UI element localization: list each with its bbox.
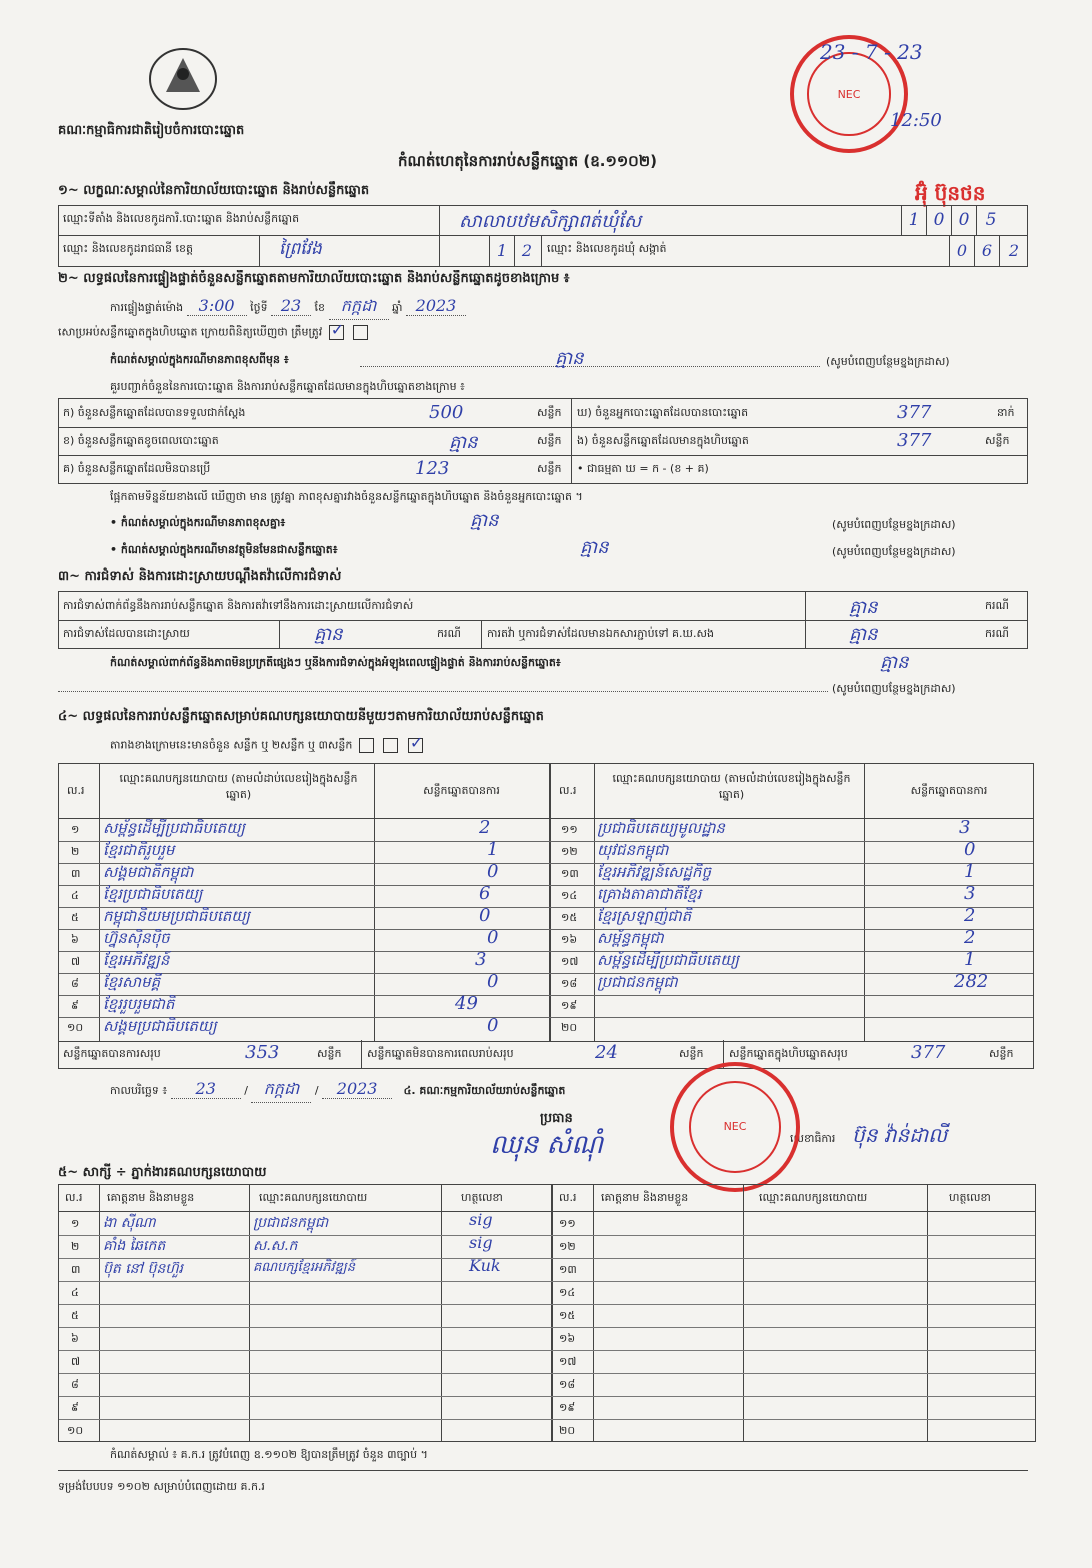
party-votes: 2 (479, 817, 491, 838)
section3-note-value: គ្មាន (880, 652, 909, 673)
count-d-value: 377 (897, 402, 932, 423)
form-title: កំណត់ហេតុនៃការរាប់សន្លឹកឆ្នោត (ឧ.១១០២) (398, 152, 658, 170)
witness-row (59, 1419, 1035, 1441)
witness-name: ប៊ុត នៅ ប៊ុនហ៊ួរ (103, 1261, 183, 1277)
commune-code-digit: 6 (974, 235, 999, 266)
result-row (59, 929, 1033, 952)
witness-row (59, 1281, 1035, 1305)
verify-line2 (58, 320, 371, 342)
count-b-label: ខ) ចំនួនសន្លឹកឆ្នោតខូចពេលបោះឆ្នោត (63, 434, 219, 447)
party-name: ខ្មែរជាតិរួបរួម (103, 841, 175, 859)
section4-title: ៤~ លទ្ធផលនៃការរាប់សន្លឹកឆ្នោតសម្រាប់គណបក្សនយោបាយនីមួយៗតាមការិយាល័យរាប់សន្លឹកឆ្នោត (58, 709, 544, 724)
one-sheet-checkbox[interactable] (359, 738, 374, 753)
party-votes: 0 (487, 1015, 499, 1036)
row-no: ២០ (561, 1021, 578, 1034)
province-code (489, 235, 539, 266)
row-no: ១៦ (561, 933, 578, 946)
committee-name: គណៈកម្មាធិការជាតិរៀបចំការបោះឆ្នោត (58, 123, 245, 138)
count-c-value: 123 (415, 458, 450, 479)
objection-label: ការជំទាស់ពាក់ព័ន្ធនឹងការរាប់សន្លឹកឆ្នោត និងការតវ៉ាទៅនឹងការដោះស្រាយលើការជំទាស់ (63, 599, 414, 612)
province-code-digit: 1 (489, 235, 514, 266)
party-name: ខ្មែរប្រជាធិបតេយ្យ (103, 885, 203, 903)
commune-code-digit: 2 (999, 235, 1028, 266)
row-no: ១២ (559, 1240, 576, 1253)
official-stamp-bottom: NEC (670, 1062, 800, 1192)
count-c-unit: សន្លឹក (537, 462, 562, 475)
col-party-left: ឈ្មោះគណបក្សនយោបាយ (តាមលំដាប់លេខរៀងក្នុងសន្លឹកឆ្នោត) (119, 772, 358, 801)
note2-value: គ្មាន (470, 510, 499, 531)
row-no: ១៩ (561, 999, 578, 1012)
total-box-label: សន្លឹកឆ្នោតក្នុងហិបឆ្នោតសរុប (729, 1047, 848, 1060)
party-votes: 49 (455, 993, 478, 1014)
footer-note: កំណត់សម្គាល់ ៖ គ.ក.រ ត្រូវបំពេញ ឧ.១១០២ ឱ្យបានត្រឹមត្រូវ ចំនួន ៣ច្បាប់ ។ (110, 1448, 428, 1461)
note2-label: • កំណត់សម្គាល់ក្នុងករណីមានភាពខុសគ្នា៖ (110, 516, 286, 529)
party-votes: 1 (487, 839, 499, 860)
witness-signature: sig (469, 1210, 493, 1229)
party-name: ប្រជាជនកម្ពុជា (597, 973, 678, 991)
total-valid-label: សន្លឹកឆ្នោតបានការសរុប (63, 1047, 161, 1060)
party-votes: 2 (964, 927, 976, 948)
commune-label: ឈ្មោះ និងលេខកូដឃុំ សង្កាត់ (547, 242, 667, 255)
party-votes: 0 (487, 971, 499, 992)
count-a-unit: សន្លឹក (537, 406, 562, 419)
col-votes-left: សន្លឹកឆ្នោតបានការ (423, 784, 500, 797)
witness-row (59, 1373, 1035, 1397)
count-e-unit: សន្លឹក (985, 434, 1010, 447)
row-no: ១ (71, 1217, 80, 1230)
result-row (59, 973, 1033, 996)
note1-line (360, 365, 820, 367)
party-name: កម្ពុជានិយមប្រជាធិបតេយ្យ (103, 907, 250, 925)
section1-box (58, 205, 1028, 267)
compare-text: ផ្អែកតាមទិន្នន័យខាងលើ ឃើញថា មាន ត្រូវគ្នា ភាពខុសគ្នារវាងចំនួនសន្លឹកឆ្នោតក្នុងហិបឆ្នោត និងចំនួនអ្នកបោះឆ្នោត ។ (110, 490, 583, 503)
count-b-unit: សន្លឹក (537, 434, 562, 447)
row-no: ៦ (71, 1332, 79, 1345)
witness-row (59, 1235, 1035, 1259)
row-no: ១៦ (559, 1332, 576, 1345)
date-year: 2023 (322, 1079, 392, 1099)
party-votes: 1 (964, 949, 976, 970)
w-col-name-right: គោត្តនាម និងនាមខ្លួន (601, 1191, 689, 1204)
row-no: ៣ (71, 1263, 81, 1276)
result-row (59, 951, 1033, 974)
sheet-count-line (110, 733, 426, 755)
party-name: សង្គមប្រជាធិបតេយ្យ (103, 1017, 217, 1035)
row-no: ១២ (561, 845, 578, 858)
verify-time: 3:00 (187, 296, 247, 316)
verify-year: 2023 (406, 296, 466, 316)
note1-label: កំណត់សម្គាល់ក្នុងករណីមានភាពខុសពីមុន ៖ (110, 353, 289, 366)
count-d-label: ឃ) ចំនួនអ្នកបោះឆ្នោតដែលបានបោះឆ្នោត (577, 406, 749, 419)
counts-box (58, 398, 1028, 484)
w-col-no-right: ល.រ (559, 1191, 577, 1204)
total-invalid-unit: សន្លឹក (679, 1047, 704, 1060)
appeal-unit: ករណី (985, 627, 1009, 640)
commune-code-digit: 0 (949, 235, 974, 266)
party-votes: 0 (964, 839, 976, 860)
total-box-unit: សន្លឹក (989, 1047, 1014, 1060)
result-row (59, 995, 1033, 1018)
row-no: ១៧ (559, 1355, 577, 1368)
row-no: ១៧ (561, 955, 579, 968)
location-code-digit: 0 (951, 206, 976, 235)
date-day: 23 (171, 1079, 241, 1099)
witness-signature: sig (469, 1233, 493, 1252)
party-votes: 6 (479, 883, 491, 904)
total-valid: 353 (245, 1042, 280, 1063)
note1-value: គ្មាន (555, 348, 584, 369)
result-row (59, 907, 1033, 930)
date-month: កក្កដា (251, 1078, 311, 1103)
row-no: ៨ (71, 977, 79, 990)
count-a-value: 500 (429, 402, 464, 423)
party-votes: 0 (487, 861, 499, 882)
appeal-value: គ្មាន (849, 624, 878, 645)
party-name: សង្គមជាតិកម្ពុជា (103, 863, 194, 881)
row-no: ១១ (561, 823, 578, 836)
row-no: ១០ (67, 1021, 84, 1034)
committee-label: ៤. គណៈកម្មការិយាល័យរាប់សន្លឹកឆ្នោត (403, 1084, 566, 1097)
row-no: ៥ (71, 911, 79, 924)
party-votes: 2 (964, 905, 976, 926)
party-votes: 1 (964, 861, 976, 882)
row-no: ៨ (71, 1378, 79, 1391)
w-col-party-right: ឈ្មោះគណបក្សនយោបាយ (759, 1191, 868, 1204)
witness-row (59, 1304, 1035, 1328)
col-no-right: ល.រ (559, 784, 577, 797)
witness-row (59, 1350, 1035, 1374)
date-line: កាលបរិច្ឆេទ ៖ 23 / កក្កដា / 2023 ៤. គណៈកម្មការិយាល័យរាប់សន្លឹកឆ្នោត (110, 1078, 565, 1103)
count-e-value: 377 (897, 430, 932, 451)
received-date: 23 - 7 - 23 (820, 40, 923, 64)
section1-title: ១~ លក្ខណៈសម្គាល់នៃការិយាល័យបោះឆ្នោត និងរាប់សន្លឹកឆ្នោត (58, 183, 370, 198)
correct-checkbox[interactable]: ✓ (330, 320, 345, 339)
location-label: ឈ្មោះទីតាំង និងលេខកូដការិ.បោះឆ្នោត និងរាប់សន្លឹកឆ្នោត (63, 212, 300, 225)
three-sheet-checkbox[interactable]: ✓ (409, 733, 424, 752)
row-no: ១ (71, 823, 80, 836)
party-votes: 0 (487, 927, 499, 948)
incorrect-checkbox[interactable] (353, 325, 368, 340)
row-no: ២ (71, 1240, 80, 1253)
row-no: ១៤ (559, 1286, 576, 1299)
witness-party: គណបក្សខ្មែរអភិវឌ្ឍន៍ (253, 1260, 356, 1275)
row-no: ៣ (71, 867, 81, 880)
party-votes: 3 (959, 817, 971, 838)
row-no: ១៣ (561, 867, 579, 880)
witness-party: ស.ស.ក (253, 1238, 298, 1254)
witness-signature: Kuk (469, 1256, 501, 1275)
party-votes: 0 (479, 905, 491, 926)
row-no: ១៣ (559, 1263, 577, 1276)
note1-hint: (សូមបំពេញបន្ថែមខ្នងក្រដាស) (826, 355, 950, 368)
row-no: ៤ (71, 1286, 79, 1299)
row-no: ៩ (71, 999, 79, 1012)
row-no: ១០ (67, 1424, 84, 1437)
w-col-party-left: ឈ្មោះគណបក្សនយោបាយ (259, 1191, 368, 1204)
row-no: ១៩ (559, 1401, 576, 1414)
location-code-digit: 5 (976, 206, 1005, 235)
two-sheet-checkbox[interactable] (383, 738, 398, 753)
party-name: គ្រោងតាគាជាតិខ្មែរ (597, 885, 702, 903)
formula: • ជាធម្មតា ឃ = ក - (ខ + គ) (577, 462, 709, 475)
count-e-label: ង) ចំនួនសន្លឹកឆ្នោតដែលមានក្នុងហិបឆ្នោត (577, 434, 749, 447)
col-party-right: ឈ្មោះគណបក្សនយោបាយ (តាមលំដាប់លេខរៀងក្នុងសន្លឹកឆ្នោត) (612, 772, 851, 801)
party-name: ខ្មែរអភិវឌ្ឍន៍ (103, 951, 170, 969)
footer-divider (58, 1470, 1028, 1471)
party-name: ខ្មែរអភិវឌ្ឍន៍សេដ្ឋកិច្ច (597, 863, 711, 881)
party-name: សម្ព័ន្ធដើម្បីប្រជាធិបតេយ្យ (597, 951, 739, 969)
w-col-sig-right: ហត្ថលេខា (949, 1191, 991, 1204)
location-code-digit: 0 (926, 206, 951, 235)
row-no: ៤ (71, 889, 79, 902)
party-name: ប្រជាធិបតេយ្យមូលដ្ឋាន (597, 819, 725, 837)
secretary-signature: ប៊ុន វ៉ាន់ដាលី (852, 1123, 948, 1147)
province-code-digit: 2 (514, 235, 539, 266)
nec-emblem-icon (146, 44, 220, 114)
province-name: ព្រៃវែង (279, 239, 322, 259)
section3-box (58, 591, 1028, 649)
section2-title: ២~ លទ្ធផលនៃការផ្ទៀងផ្ទាត់ចំនួនសន្លឹកឆ្នោតតាមការិយាល័យបោះឆ្នោត និងរាប់សន្លឹកឆ្នោតដូចខាងក្រោម ៖ (58, 271, 570, 286)
location-name: សាលាបឋមសិក្សាពត់ឃុំសែ (459, 211, 642, 232)
total-valid-unit: សន្លឹក (317, 1047, 342, 1060)
row-no: ១៤ (561, 889, 578, 902)
footer-text: ទម្រង់បែបបទ ១១០២ សម្រាប់បំពេញដោយ គ.ក.រ (58, 1480, 265, 1493)
witness-name: ងា ស៊ីណា (103, 1215, 156, 1231)
result-row (59, 863, 1033, 886)
result-row (59, 819, 1033, 842)
witness-row (59, 1258, 1035, 1282)
counts-intro: គួរបញ្ជាក់ចំនួននៃការបោះឆ្នោត និងការរាប់សន្លឹកឆ្នោតដែលមានក្នុងហិបឆ្នោតខាងក្រោម ៖ (110, 380, 465, 393)
witness-name: គាំង ឆៃកេត (103, 1238, 166, 1254)
result-row (59, 885, 1033, 908)
result-row (59, 1017, 1033, 1039)
section3-note-line (58, 690, 828, 692)
party-name: សម្ព័ន្ធដើម្បីប្រជាធិបតេយ្យ (103, 819, 245, 837)
sheet-count-text: តារាងខាងក្រោមនេះមានចំនួន សន្លឹក ឬ ២សន្លឹក ឬ ៣សន្លឹក (110, 738, 353, 752)
row-no: ២០ (559, 1424, 576, 1437)
resolved-unit: ករណី (437, 627, 461, 640)
section3-note-label: កំណត់សម្គាល់ពាក់ព័ន្ធនឹងភាពមិនប្រក្រតីផ្សេងៗ ឬនឹងការជំទាស់ក្នុងអំឡុងពេលផ្ទៀងផ្ទាត់ និងការរាប់សន្លឹកឆ្នោត៖ (110, 656, 561, 669)
section5-title: ៥~ សាក្សី ÷ ភ្នាក់ងារគណបក្សនយោបាយ (58, 1165, 267, 1180)
appeal-label: ការតវ៉ា ឬការជំទាស់ដែលមានឯកសារភ្ជាប់ទៅ គ.ឃ.សង (487, 627, 714, 640)
col-no-left: ល.រ (67, 784, 85, 797)
result-row (59, 841, 1033, 864)
party-votes: 3 (475, 949, 487, 970)
commune-code (949, 235, 1028, 266)
w-col-sig-left: ហត្ថលេខា (461, 1191, 503, 1204)
note3-value: គ្មាន (580, 537, 609, 558)
resolved-label: ការជំទាស់ដែលបានដោះស្រាយ (63, 627, 190, 640)
verify-month: កក្កដា (329, 295, 389, 320)
location-code-digit: 1 (901, 206, 926, 235)
note2-hint: (សូមបំពេញបន្ថែមខ្នងក្រដាស) (832, 518, 956, 531)
row-no: ៧ (71, 1355, 81, 1368)
party-name: យុវជនកម្ពុជា (597, 841, 669, 859)
col-votes-right: សន្លឹកឆ្នោតបានការ (910, 784, 988, 797)
received-time: 12:50 (890, 110, 942, 131)
row-no: ១១ (559, 1217, 576, 1230)
location-code (901, 206, 1005, 235)
party-votes: 282 (954, 971, 989, 992)
section3-hint: (សូមបំពេញបន្ថែមខ្នងក្រដាស) (832, 682, 956, 695)
witness-party: ប្រជាជនកម្ពុជា (253, 1215, 329, 1231)
row-no: ១៨ (559, 1378, 576, 1391)
row-no: ៧ (71, 955, 81, 968)
party-name: ហ្វ៊ុនស៊ិនប៉ិច (103, 929, 170, 947)
secretary-label: លេខាធិការ (790, 1132, 836, 1145)
objection-unit: ករណី (985, 599, 1009, 612)
chair-signature: ឈុន សំណុំ (490, 1130, 604, 1160)
section3-title: ៣~ ការជំទាស់ និងការដោះស្រាយបណ្តឹងតវ៉ាលើការជំទាស់ (58, 569, 342, 584)
province-label: ឈ្មោះ និងលេខកូដរាជធានី ខេត្ត (63, 242, 193, 255)
note3-label: • កំណត់សម្គាល់ក្នុងករណីមានវត្ថុមិនមែនជាសន្លឹកឆ្នោត៖ (110, 543, 338, 556)
verify-day: 23 (271, 296, 311, 316)
party-name: ខ្មែរស្រឡាញ់ជាតិ (597, 907, 692, 925)
date-label: កាលបរិច្ឆេទ ៖ (110, 1084, 168, 1097)
witness-table (58, 1184, 1036, 1442)
row-no: ៩ (71, 1401, 79, 1414)
row-no: ៥ (71, 1309, 79, 1322)
count-b-value: គ្មាន (449, 432, 478, 453)
total-invalid-label: សន្លឹកឆ្នោតមិនបានការពេលរាប់សរុប (367, 1047, 514, 1060)
party-votes: 3 (964, 883, 976, 904)
party-name: សម្ព័ន្ធកម្ពុជា (597, 929, 664, 947)
count-d-unit: នាក់ (997, 406, 1015, 419)
totals-row (58, 1040, 1034, 1069)
count-a-label: ក) ចំនួនសន្លឹកឆ្នោតដែលបានទទួលជាក់ស្តែង (63, 406, 246, 419)
row-no: ២ (71, 845, 80, 858)
total-box: 377 (911, 1042, 946, 1063)
total-invalid: 24 (595, 1042, 618, 1063)
row-no: ១៥ (559, 1309, 576, 1322)
row-no: ១៨ (561, 977, 578, 990)
stamp-official-name: អ៊ុំ ប៊ុនថន (915, 181, 986, 205)
verify-line: ការផ្ទៀងផ្ទាត់ម៉ោង 3:00 ថ្ងៃទី 23 ខែ កក្កដា ឆ្នាំ 2023 (110, 295, 466, 320)
w-col-name-left: គោត្តនាម និងនាមខ្លួន (107, 1191, 195, 1204)
count-c-label: គ) ចំនួនសន្លឹកឆ្នោតដែលមិនបានប្រើ (63, 462, 211, 475)
row-no: ៦ (71, 933, 79, 946)
w-col-no-left: ល.រ (65, 1191, 83, 1204)
verify-line2-text: សោប្រអប់សន្លឹកឆ្នោតក្នុងហិបឆ្នោត ក្រោយពិនិត្យឃើញថា ត្រឹមត្រូវ (58, 325, 323, 339)
official-stamp-top: NEC (790, 35, 908, 153)
witness-row (59, 1327, 1035, 1351)
objection-value: គ្មាន (849, 597, 878, 618)
party-name: ខ្មែររួបរួមជាតិ (103, 995, 175, 1013)
note3-hint: (សូមបំពេញបន្ថែមខ្នងក្រដាស) (832, 545, 956, 558)
resolved-value: គ្មាន (314, 624, 343, 645)
row-no: ១៥ (561, 911, 578, 924)
chair-label: ប្រធាន (540, 1111, 573, 1126)
results-table (58, 763, 1034, 1042)
witness-row (59, 1396, 1035, 1420)
witness-row (59, 1212, 1035, 1236)
party-name: ខ្មែរសាមគ្គី (103, 973, 161, 991)
